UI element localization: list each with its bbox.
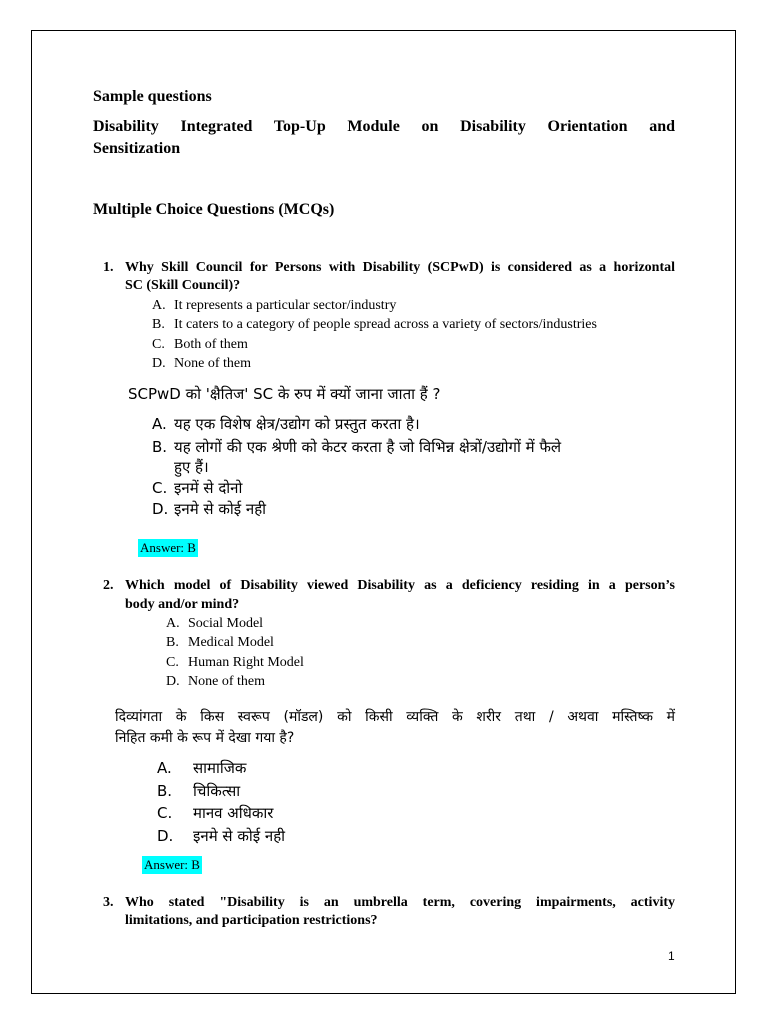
heading-mcq: Multiple Choice Questions (MCQs) <box>93 201 335 218</box>
question-1-hindi-option-d: D. इनमे से कोई नही <box>152 500 267 518</box>
question-1-number: 1. <box>103 260 114 275</box>
question-2-hindi-option-b: B. चिकित्सा <box>157 782 241 800</box>
question-2-hindi-option-a: A. सामाजिक <box>157 759 247 777</box>
question-2-answer: Answer: B <box>144 857 200 872</box>
question-2-option-b: B. Medical Model <box>166 635 274 650</box>
question-1-hindi-option-b: B. यह लोगों की एक श्रेणी को केटर करता है जो विभिन्न क्षेत्रों/उद्योगों में फैले <box>152 438 562 456</box>
question-2-option-c: C. Human Right Model <box>166 655 304 670</box>
question-2-text-line1: Which model of Disability viewed Disability as a deficiency residing in a person’s <box>125 578 675 593</box>
page-frame <box>31 30 736 994</box>
question-1-option-a: A. It represents a particular sector/industry <box>152 298 397 313</box>
question-1-option-c: C. Both of them <box>152 337 248 352</box>
question-3-text-line1: Who stated "Disability is an umbrella term, covering impairments, activity <box>125 895 675 910</box>
question-2-hindi-text-line1: दिव्यांगता के किस स्वरूप (मॉडल) को किसी व्यक्ति के शरीर तथा / अथवा मस्तिष्क में <box>115 709 675 725</box>
question-1-answer: Answer: B <box>140 540 196 555</box>
question-2-hindi-option-d: D. इनमे से कोई नही <box>157 827 286 845</box>
question-2-option-a: A. Social Model <box>166 616 264 631</box>
question-1-option-b: B. It caters to a category of people spread across a variety of sectors/industries <box>152 317 597 332</box>
heading-module-line1: Disability Integrated Top-Up Module on Disability Orientation and <box>93 118 675 135</box>
question-3-number: 3. <box>103 895 114 910</box>
question-1-text-line2: SC (Skill Council)? <box>125 278 241 293</box>
question-1-hindi-text: SCPwD को 'क्षैतिज' SC के रुप में क्यों जाना जाता हैं ? <box>128 385 441 403</box>
question-2-number: 2. <box>103 578 114 593</box>
question-1-hindi-option-b-cont: हुए हैं। <box>174 458 209 476</box>
question-3-text-line2: limitations, and participation restrictions? <box>125 913 378 928</box>
question-2-hindi-option-c: C. मानव अधिकार <box>157 804 274 822</box>
question-1-text-line1: Why Skill Council for Persons with Disability (SCPwD) is considered as a horizontal <box>125 260 675 275</box>
question-1-hindi-option-a: A. यह एक विशेष क्षेत्र/उद्योग को प्रस्तुत करता है। <box>152 415 420 433</box>
heading-module-line2: Sensitization <box>93 140 181 157</box>
question-2-option-d: D. None of them <box>166 674 265 689</box>
question-1-hindi-option-c: C. इनमें से दोनो <box>152 479 243 497</box>
question-1-option-d: D. None of them <box>152 356 251 371</box>
heading-sample-questions: Sample questions <box>93 88 212 105</box>
question-2-hindi-text-line2: निहित कमी के रूप में देखा गया है? <box>115 730 295 746</box>
page-number: 1 <box>668 949 675 963</box>
question-2-text-line2: body and/or mind? <box>125 597 240 612</box>
